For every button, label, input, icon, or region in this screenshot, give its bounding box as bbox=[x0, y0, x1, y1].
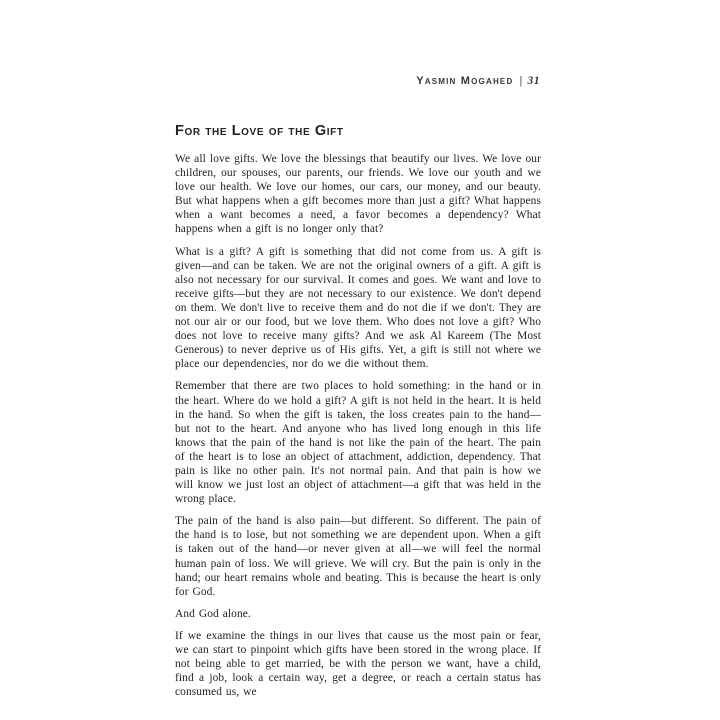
paragraph-3: Remember that there are two places to hold something: in the hand or in the heart. Where do we hold a gift? A gift is not held in the heart. It is held in the hand. So when the gift is taken, the loss creates pain to the hand—but not to the heart. And anyone who has lived long enough in this life knows that the pain of the hand is not like the pain of the heart. The pain of the heart is to lose an object of attachment, addiction, dependency. That pain is like no other pain. It's not normal pain. And that pain is how we will know we just lost an object of attachment—a gift that was held in the wrong place. bbox=[175, 380, 541, 506]
chapter-title: For the Love of the Gift bbox=[175, 123, 344, 139]
paragraph-1: We all love gifts. We love the blessings that beautify our lives. We love our children, our spouses, our parents, our friends. We love our youth and we love our health. We love our homes, our cars, our money, and our beauty. But what happens when a gift becomes more than just a gift? What happens when a want becomes a need, a favor becomes a dependency? What happens when a gift is no longer only that? bbox=[175, 153, 541, 236]
header-separator: | bbox=[519, 75, 524, 87]
header-author: Yasmin Mogahed bbox=[416, 75, 514, 87]
page-content bbox=[175, 123, 541, 699]
paragraph-5: And God alone. bbox=[175, 607, 251, 620]
header-page-number: 31 bbox=[527, 75, 540, 87]
body-text bbox=[175, 152, 541, 699]
paragraph-2: What is a gift? A gift is something that did not come from us. A gift is given—and can be taken. We are not the original owners of a gift. A gift is also not necessary for our survival. It comes and goes. We want and love to receive gifts—but they are not necessary to our existence. We don't depend on them. We don't live to receive them and do not die if we don't. They are not our air or our food, but we love them. Who does not love a gift? Who does not love to receive many gifts? And we ask Al Kareem (The Most Generous) to never deprive us of His gifts. Yet, a gift is still not where we place our dependencies, nor do we die without them. bbox=[175, 245, 541, 371]
paragraph-6: If we examine the things in our lives that cause us the most pain or fear, we can start to pinpoint which gifts have been stored in the wrong place. If not being able to get married, be with the person we want, have a child, find a job, look a certain way, get a degree, or reach a certain status has consumed us, we bbox=[175, 629, 541, 699]
paragraph-4: The pain of the hand is also pain—but different. So different. The pain of the hand is to lose, but not something we are dependent upon. When a gift is taken out of the hand—or never given at all—we will feel the normal human pain of loss. We will grieve. We will cry. But the pain is only in the hand; our heart remains whole and beating. This is because the heart is only for God. bbox=[175, 515, 541, 598]
running-header bbox=[416, 75, 540, 87]
